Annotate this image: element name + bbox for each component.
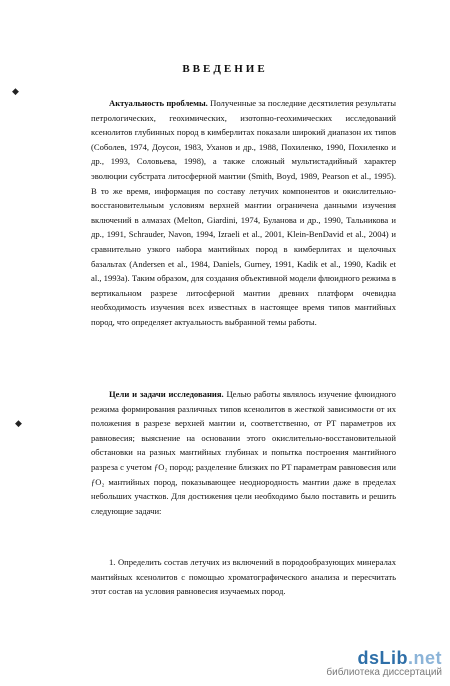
paragraph-text: Полученные за последние десятилетия результаты петрологических, геохимических, изотопно-геохимических исследований ксенолитов глубинных пород в кимберлитах показали широкий диапазон их типов (Соболев, 1974, Доусон, 1983, Уханов и др., 1988, Похиленко, 1990, Похиленко и др., 1993, Соловьева, 1998), а также сложный мультистадийный характер эволюции субстрата литосферной мантии (Smith, Boyd, 1989, Pearson et al., 1995). В то же время, информация по составу летучих компонентов и окислительно-восстановительным условиям верхней мантии ограничена данными изучения включений в алмазах (Melton, Giardini, 1974, Буланова и др., 1990, Тальникова и др., 1991, Schrauder, Navon, 1994, Izraeli et al., 2001, Klein-BenDavid et al., 2004) и сравнительно узкого набора мантийных пород в кимберлитах и щелочных базальтах (Andersen et al., 1984, Daniels, Gurney, 1991, Kadik et al., 1990, Kadik et al., 1993а). Таким образом, для создания объективной модели флюидного режима в вертикальном разрезе литосферной мантии древних платформ очевидна необходимость изучения всех известных в настоящее время типов мантийных пород, что определяет актуальность выбранной темы работы. <box>91 98 397 327</box>
paragraph-goals <box>91 387 396 518</box>
watermark-logo <box>326 648 442 669</box>
scan-mark: ◆ <box>15 418 22 428</box>
watermark-subtitle: библиотека диссертаций <box>326 667 442 678</box>
paragraph-lead: Актуальность проблемы. <box>109 98 208 108</box>
paragraph-lead: Цели и задачи исследования. <box>109 389 224 399</box>
task-list <box>91 555 396 599</box>
watermark-logo-main: dsLib <box>357 648 408 668</box>
paragraph-relevance <box>91 96 396 330</box>
watermark-logo-dot: .net <box>407 648 442 668</box>
page-title: ВВЕДЕНИЕ <box>182 63 268 75</box>
list-item: 1. Определить состав летучих из включений в породообразующих минералах мантийных ксенолитов с помощью хроматографического анализа и пересчитать этот состав на условия равновесия изучаемых пород. <box>91 557 396 597</box>
scan-mark: ◆ <box>12 86 19 96</box>
watermark <box>326 648 442 678</box>
paragraph-text: Целью работы являлось изучение флюидного режима формирования различных типов ксенолитов в жесткой зависимости от их положения в разрезе верхней мантии и, соответственно, от PT параметров их равновесия; выяснение на основании этого окислительно-восстановительной обстановки на разных мантийных глубинах и попытка построения мантийного разреза с учетом ƒO₂ пород; разделение близких по PT параметрам равновесия или ƒO₂ мантийных пород, показывающее неоднородность мантии даже в пределах небольших участков. Для достижения цели необходимо было поставить и решить следующие задачи: <box>91 389 396 516</box>
